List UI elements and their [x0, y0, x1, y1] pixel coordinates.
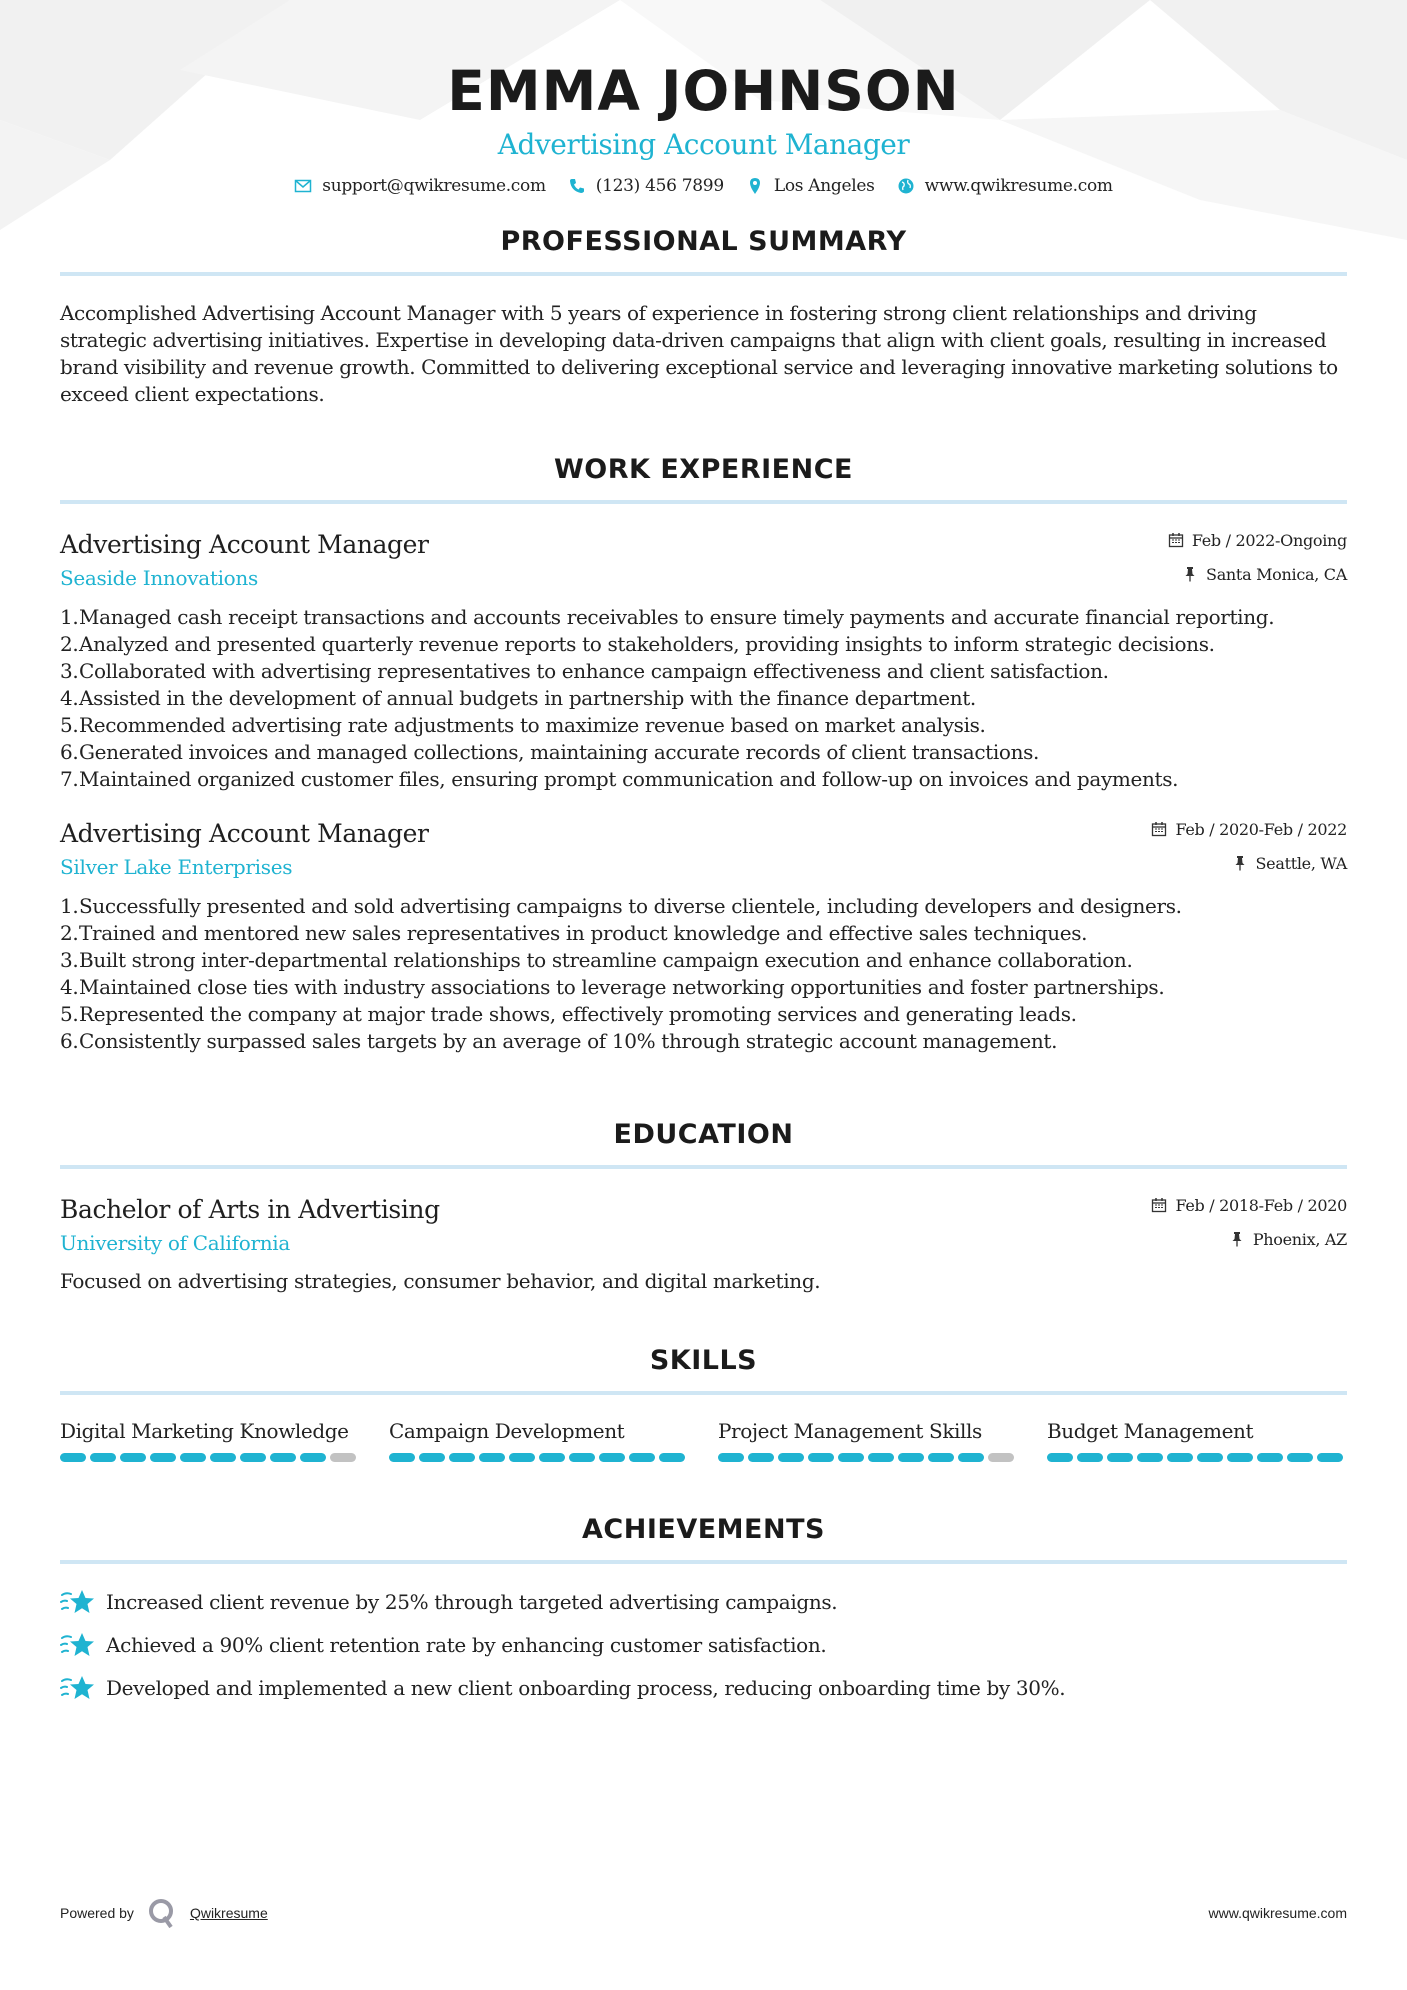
skill-dot-filled [150, 1453, 176, 1462]
skill-dot-filled [629, 1453, 655, 1462]
skill-dot-filled [1257, 1453, 1283, 1462]
section-title: PROFESSIONAL SUMMARY [500, 226, 907, 257]
contact-website[interactable] [897, 176, 1113, 196]
skill-item [60, 1417, 359, 1462]
contact-bar [60, 176, 1347, 196]
job-bullets [60, 893, 1347, 1055]
job-dates: Feb / 2022-Ongoing [1191, 530, 1347, 550]
skill-dot-empty [330, 1453, 356, 1462]
section-divider [60, 1560, 1347, 1564]
globe-icon [897, 177, 915, 195]
achievements-section [60, 1512, 1347, 1704]
degree-title: Bachelor of Arts in Advertising [60, 1195, 440, 1224]
achievement-item: Increased client revenue by 25% through targeted advertising campaigns. [60, 1586, 1347, 1618]
education-description: Focused on advertising strategies, consumer behavior, and digital marketing. [60, 1269, 821, 1293]
skill-rating [60, 1453, 359, 1462]
skill-dot-filled [210, 1453, 236, 1462]
skill-item [718, 1417, 1017, 1462]
qwikresume-logo-icon [148, 1898, 176, 1928]
skill-dot-filled [778, 1453, 804, 1462]
skill-name: Project Management Skills [718, 1419, 982, 1443]
bullet-item: 5. Recommended advertising rate adjustments to maximize revenue based on market analysis. [60, 713, 986, 737]
website-text: www.qwikresume.com [924, 176, 1113, 196]
skills-list [60, 1417, 1347, 1462]
section-title: ACHIEVEMENTS [582, 1514, 825, 1545]
bullet-item: 3. Collaborated with advertising representatives to enhance campaign effectiveness and client satisfaction. [60, 659, 1109, 683]
section-divider [60, 272, 1347, 276]
skill-dot-filled [1287, 1453, 1313, 1462]
qwikresume-link[interactable]: Qwikresume [189, 1905, 268, 1921]
skill-dot-empty [988, 1453, 1014, 1462]
section-title: EDUCATION [613, 1119, 794, 1150]
email-text: support@qwikresume.com [322, 176, 546, 196]
map-pin-icon [746, 177, 764, 195]
skill-dot-filled [718, 1453, 744, 1462]
section-divider [60, 1391, 1347, 1395]
skill-dot-filled [120, 1453, 146, 1462]
achievement-item: Developed and implemented a new client onboarding process, reducing onboarding time by 30%. [60, 1672, 1347, 1704]
skills-section [60, 1343, 1347, 1462]
job-bullets [60, 604, 1347, 793]
skill-dot-filled [958, 1453, 984, 1462]
job-dates: Feb / 2020-Feb / 2022 [1175, 819, 1347, 839]
education-location: Phoenix, AZ [1252, 1229, 1347, 1249]
envelope-icon [294, 177, 312, 195]
bullet-item: 6. Consistently surpassed sales targets by an average of 10% through strategic account management. [60, 1029, 1058, 1053]
skill-dot-filled [479, 1453, 505, 1462]
calendar-icon [1151, 1197, 1167, 1213]
shooting-star-icon [60, 1673, 96, 1703]
skill-rating [1047, 1453, 1346, 1462]
bullet-item: 2. Trained and mentored new sales representatives in product knowledge and effective sales techniques. [60, 921, 1088, 945]
bullet-item: 3. Built strong inter-departmental relationships to streamline campaign execution and enhance collaboration. [60, 948, 1133, 972]
bullet-item: 5. Represented the company at major trade shows, effectively promoting services and generating leads. [60, 1002, 1077, 1026]
calendar-icon [1151, 821, 1167, 837]
achievement-item: Achieved a 90% client retention rate by enhancing customer satisfaction. [60, 1629, 1347, 1661]
skill-dot-filled [569, 1453, 595, 1462]
job-title: Advertising Account Manager [60, 530, 429, 559]
education-section [60, 1117, 1347, 1293]
skill-dot-filled [1047, 1453, 1073, 1462]
education-entry [60, 1193, 1347, 1293]
powered-by [60, 1898, 268, 1928]
calendar-icon [1168, 532, 1184, 548]
school-name: University of California [60, 1231, 291, 1255]
contact-phone[interactable] [568, 176, 724, 196]
shooting-star-icon [60, 1630, 96, 1660]
skill-dot-filled [509, 1453, 535, 1462]
candidate-role: Advertising Account Manager [497, 128, 910, 161]
section-title: SKILLS [649, 1345, 758, 1376]
skill-dot-filled [1227, 1453, 1253, 1462]
skill-dot-filled [60, 1453, 86, 1462]
skill-dot-filled [868, 1453, 894, 1462]
phone-icon [568, 177, 586, 195]
skill-dot-filled [270, 1453, 296, 1462]
powered-by-label: Powered by [60, 1905, 134, 1921]
skill-dot-filled [1137, 1453, 1163, 1462]
location-text: Los Angeles [773, 176, 875, 196]
company-name: Seaside Innovations [60, 566, 258, 590]
skill-dot-filled [838, 1453, 864, 1462]
skill-dot-filled [1197, 1453, 1223, 1462]
summary-text: Accomplished Advertising Account Manager with 5 years of experience in fostering strong client relationships and driving strategic advertising initiatives. Expertise in developing data-driven campaigns that align with client goals, resulting in increased brand visibility and revenue growth. Committed to delivering exceptional service and leveraging innovative marketing solutions to exceed client expectations. [60, 301, 1338, 406]
skill-name: Budget Management [1047, 1419, 1254, 1443]
shooting-star-icon [60, 1587, 96, 1617]
skill-rating [389, 1453, 688, 1462]
resume-header [60, 0, 1347, 196]
skill-dot-filled [240, 1453, 266, 1462]
bullet-item: 6. Generated invoices and managed collections, maintaining accurate records of client transactions. [60, 740, 1040, 764]
skill-dot-filled [300, 1453, 326, 1462]
bullet-item: 2. Analyzed and presented quarterly revenue reports to stakeholders, providing insights to inform strategic decisions. [60, 632, 1215, 656]
contact-location [746, 176, 875, 196]
bullet-item: 1. Managed cash receipt transactions and accounts receivables to ensure timely payments and accurate financial reporting. [60, 605, 1275, 629]
skill-item [389, 1417, 688, 1462]
skill-name: Campaign Development [389, 1419, 625, 1443]
job-entry [60, 528, 1347, 793]
achievements-list [60, 1586, 1347, 1704]
job-location: Santa Monica, CA [1206, 564, 1347, 584]
skill-dot-filled [419, 1453, 445, 1462]
skill-dot-filled [748, 1453, 774, 1462]
section-divider [60, 500, 1347, 504]
bullet-item: 4. Maintained close ties with industry associations to leverage networking opportunities and foster partnerships. [60, 975, 1165, 999]
page-footer [60, 1898, 1347, 1928]
pushpin-icon [1232, 855, 1248, 871]
job-title: Advertising Account Manager [60, 819, 429, 848]
skill-dot-filled [1167, 1453, 1193, 1462]
skill-rating [718, 1453, 1017, 1462]
bullet-item: 7. Maintained organized customer files, ensuring prompt communication and follow-up on invoices and payments. [60, 767, 1179, 791]
skill-name: Digital Marketing Knowledge [60, 1419, 349, 1443]
skill-dot-filled [539, 1453, 565, 1462]
skill-dot-filled [389, 1453, 415, 1462]
skill-dot-filled [1107, 1453, 1133, 1462]
contact-email[interactable] [294, 176, 546, 196]
skill-dot-filled [1077, 1453, 1103, 1462]
education-dates: Feb / 2018-Feb / 2020 [1175, 1195, 1347, 1215]
candidate-name: EMMA JOHNSON [447, 59, 960, 123]
skill-dot-filled [808, 1453, 834, 1462]
skill-dot-filled [928, 1453, 954, 1462]
skill-dot-filled [1317, 1453, 1343, 1462]
section-divider [60, 1165, 1347, 1169]
skill-dot-filled [659, 1453, 685, 1462]
footer-website[interactable]: www.qwikresume.com [1208, 1905, 1347, 1921]
bullet-item: 1. Successfully presented and sold advertising campaigns to diverse clientele, including developers and designers. [60, 894, 1182, 918]
job-location: Seattle, WA [1255, 853, 1347, 873]
skill-dot-filled [449, 1453, 475, 1462]
pushpin-icon [1182, 566, 1198, 582]
bullet-item: 4. Assisted in the development of annual budgets in partnership with the finance department. [60, 686, 976, 710]
skill-dot-filled [599, 1453, 625, 1462]
skill-dot-filled [898, 1453, 924, 1462]
skill-item [1047, 1417, 1346, 1462]
professional-summary-section [60, 224, 1347, 408]
skill-dot-filled [180, 1453, 206, 1462]
pushpin-icon [1229, 1231, 1245, 1247]
work-experience-section [60, 452, 1347, 1055]
skill-dot-filled [90, 1453, 116, 1462]
phone-text: (123) 456 7899 [595, 176, 724, 196]
job-entry [60, 817, 1347, 1055]
company-name: Silver Lake Enterprises [60, 855, 293, 879]
section-title: WORK EXPERIENCE [554, 454, 853, 485]
